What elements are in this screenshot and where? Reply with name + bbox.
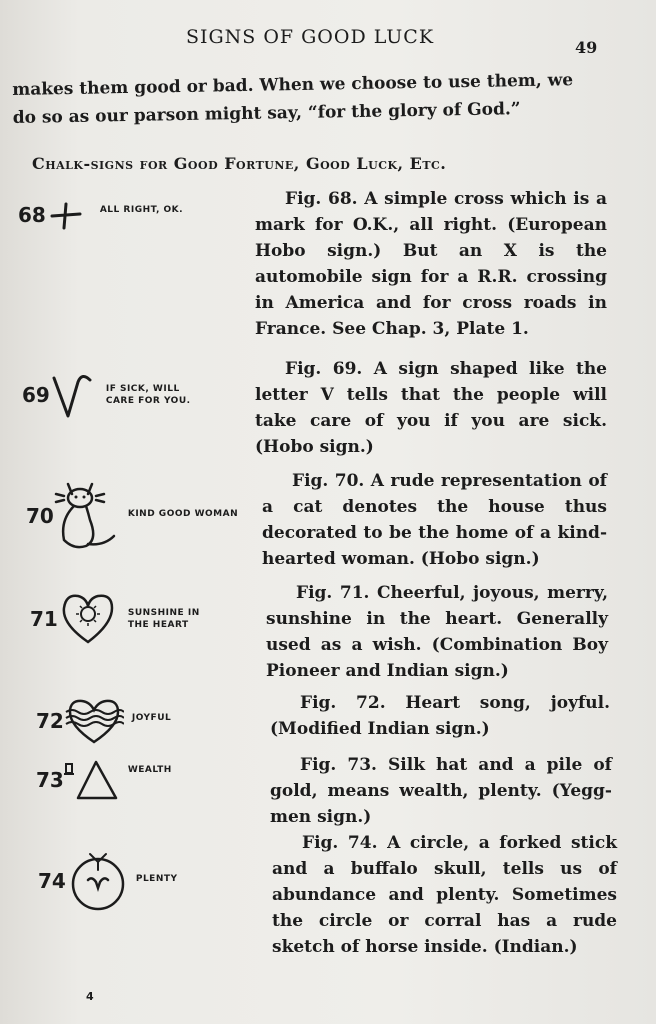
sign-number: 72 <box>36 709 64 733</box>
section-heading: Chalk-signs for Good Fortune, Good Luck, Etc. <box>32 154 447 173</box>
sign-number: 70 <box>26 504 54 528</box>
intro-paragraph: makes them good or bad. When we choose to use them, we do so as our parson might say, “for the glory of God.” <box>12 70 574 128</box>
sign-caption: JOYFUL <box>131 713 172 723</box>
sign-70 <box>26 480 238 552</box>
figure-paragraph: Fig. 74. A circle, a forked stick and a buffalo skull, tells us of abundance and plenty. Sometimes the circle or corral has a rude sketch of horse inside. (Indian.) <box>272 833 617 957</box>
sign-caption: KIND GOOD WOMAN <box>127 509 239 519</box>
circle-skull-icon <box>66 850 130 912</box>
sign-69 <box>22 370 191 420</box>
sign-caption: ALL RIGHT, OK. <box>99 205 184 215</box>
page-number: 49 <box>575 38 598 57</box>
fig-70-text <box>262 468 607 572</box>
fig-69-text <box>255 356 607 460</box>
sign-number: 71 <box>30 607 58 631</box>
fig-74-text <box>272 830 617 960</box>
caption-line: THE HEART <box>127 620 189 630</box>
cat-icon <box>54 480 124 552</box>
sign-caption: PLENTY <box>135 874 178 884</box>
fig-68-text <box>255 186 607 342</box>
figure-paragraph: Fig. 70. A rude representation of a cat denotes the house thus decorated to be the home of a kind-hearted woman. (Hobo sign.) <box>262 471 607 569</box>
sign-73 <box>36 756 172 804</box>
sign-68 <box>18 200 183 230</box>
running-title: SIGNS OF GOOD LUCK <box>185 26 435 48</box>
sign-74 <box>38 850 178 912</box>
sign-caption <box>106 383 191 407</box>
sign-number: 74 <box>38 869 66 893</box>
caption-line: CARE FOR YOU. <box>105 396 191 406</box>
figure-paragraph: Fig. 68. A simple cross which is a mark for O.K., all right. (European Hobo sign.) But an X is the automobile sign for a R.R. crossing in America and for cross roads in France. See Chap. 3, Plate 1. <box>255 189 607 339</box>
fig-73-text <box>270 752 612 830</box>
caption-line: SUNSHINE IN <box>127 608 200 618</box>
figure-paragraph: Fig. 71. Cheerful, joyous, merry, sunshine in the heart. Generally used as a wish. (Combination Boy Pioneer and Indian sign.) <box>266 583 608 681</box>
silk-hat-gold-icon <box>64 756 124 804</box>
cross-icon <box>46 200 86 230</box>
sign-number: 69 <box>22 383 50 407</box>
caption-line: IF SICK, WILL <box>105 384 180 394</box>
sign-72 <box>36 696 171 746</box>
sign-71 <box>30 590 200 648</box>
figure-paragraph: Fig. 73. Silk hat and a pile of gold, means wealth, plenty. (Yegg-men sign.) <box>270 755 612 827</box>
fig-72-text <box>270 690 610 742</box>
wavy-heart-icon <box>64 696 124 746</box>
fig-71-text <box>266 580 608 684</box>
sign-caption: WEALTH <box>127 765 172 775</box>
sign-number: 73 <box>36 768 64 792</box>
figure-paragraph: Fig. 69. A sign shaped like the letter V tells that the people will take care of you if you are sick. (Hobo sign.) <box>255 359 607 457</box>
sign-caption <box>128 607 200 631</box>
sun-heart-icon <box>58 590 118 648</box>
sign-number: 68 <box>18 203 46 227</box>
footer-mark: 4 <box>86 990 94 1003</box>
figure-paragraph: Fig. 72. Heart song, joyful. (Modified Indian sign.) <box>270 693 610 739</box>
v-sign-icon <box>50 370 94 420</box>
